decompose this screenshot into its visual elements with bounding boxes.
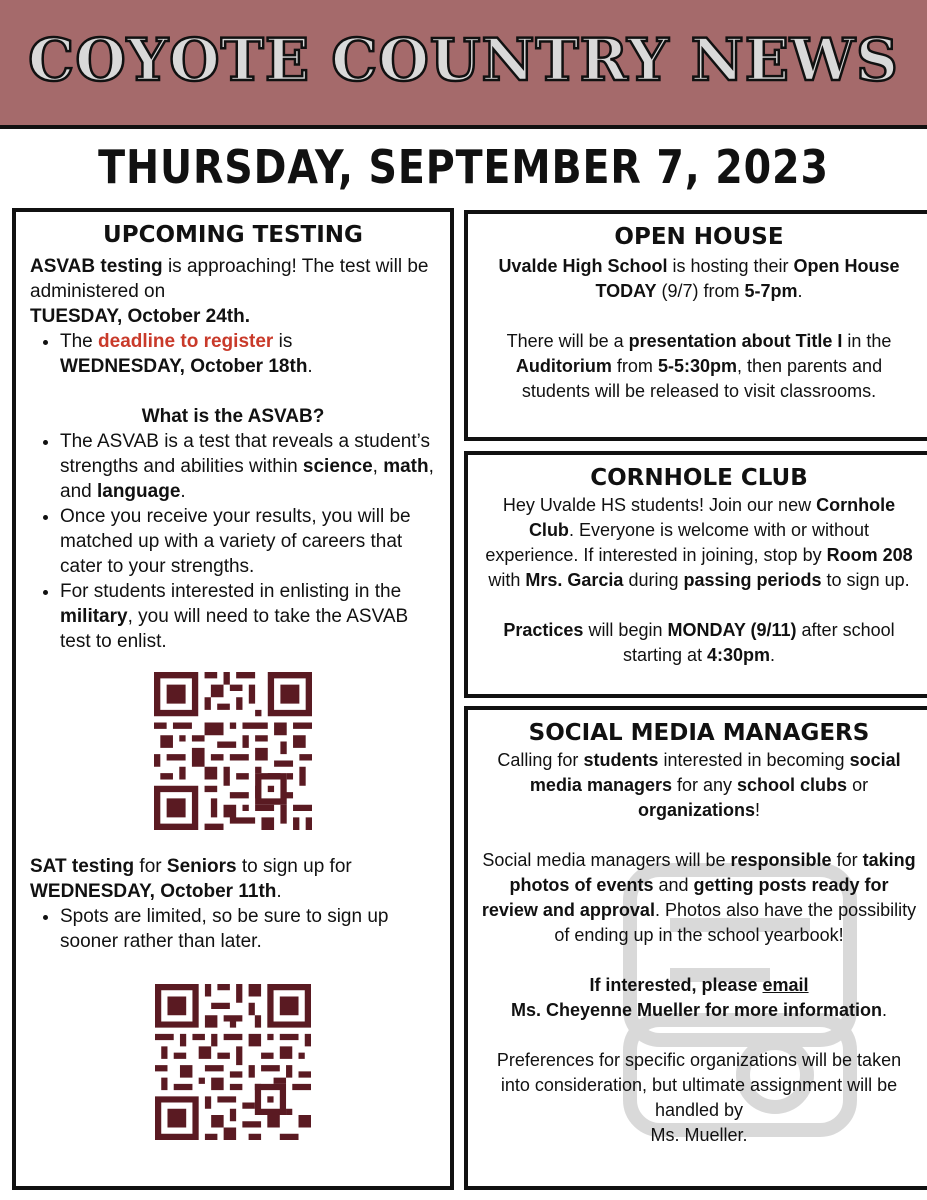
social-media-panel: [464, 706, 927, 1190]
open-house-time: 5-7pm: [744, 281, 798, 301]
b1-sep2: , and: [60, 456, 434, 502]
sm-interest: If interested, please: [589, 975, 763, 995]
sm-photos: taking photos of events: [509, 850, 916, 895]
ch-p1-pre: Hey Uvalde HS students! Join our new: [502, 495, 817, 515]
list-item: • Spots are limited, so be sure to sign up sooner rather than later.: [60, 904, 436, 954]
sm-p2-pre: Social media managers will be: [482, 850, 731, 870]
sat-text: to sign up for: [236, 856, 352, 877]
asvab-intro: [30, 254, 436, 329]
open-house-panel: [464, 210, 927, 441]
ch-room: Room 208: [826, 545, 913, 565]
sm-p4: Preferences for specific organizations will be taken into consideration, but ultimate assignment will be handled by: [496, 1050, 902, 1120]
upcoming-testing-panel: [12, 208, 454, 1190]
oh-end: , then parents and students will be released to visit classrooms.: [521, 356, 883, 401]
cornhole-p2: [480, 618, 918, 668]
sat-intro: [30, 854, 436, 904]
ch-after: after school starting at: [622, 620, 895, 665]
sm-responsible: responsible: [730, 850, 832, 870]
sm-clubs: school clubs: [737, 775, 848, 795]
ch-p1-mid: . Everyone is welcome with or without experience. If interested in joining, stop by: [485, 520, 870, 565]
open-house-hosting: is hosting their: [667, 256, 794, 276]
email-link[interactable]: email: [762, 975, 809, 995]
deadline-list: [30, 329, 436, 379]
sm-contact-end: .: [882, 1000, 888, 1020]
sm-orgs: organizations: [637, 800, 755, 820]
sat-qr-code[interactable]: [155, 984, 311, 1140]
open-house-date: (9/7) from: [656, 281, 745, 301]
school-name: Uvalde High School: [498, 256, 668, 276]
social-p4: [480, 1048, 918, 1148]
asvab-label: ASVAB testing: [30, 256, 163, 277]
deadline-post: is: [273, 331, 293, 352]
sm-managers: social media managers: [529, 750, 901, 795]
ch-period: .: [770, 645, 776, 665]
cornhole-p1: [480, 493, 918, 593]
oh-in: in the: [842, 331, 892, 351]
deadline-pre: The: [60, 331, 99, 352]
open-house-p2: [480, 329, 918, 404]
b1-math: math: [383, 456, 429, 477]
sm-p1-end: !: [755, 800, 761, 820]
sm-contact: Ms. Cheyenne Mueller for more information: [510, 1000, 883, 1020]
deadline-period: .: [307, 356, 313, 377]
asvab-info-list: [30, 429, 436, 654]
b1-end: .: [180, 481, 186, 502]
asvab-qr-code[interactable]: [154, 672, 312, 830]
b3-military: military: [60, 606, 128, 627]
oh-p2-pre: There will be a: [506, 331, 629, 351]
ch-day: MONDAY (9/11): [667, 620, 797, 640]
ch-periods: passing periods: [683, 570, 822, 590]
ch-practices: Practices: [503, 620, 584, 640]
sat-date: , October 11th: [149, 881, 277, 902]
sat-day: WEDNESDAY: [30, 881, 150, 902]
sm-for-any: for any: [672, 775, 738, 795]
open-house-p1: [480, 254, 918, 304]
oh-place: Auditorium: [515, 356, 612, 376]
what-is-asvab-heading: [30, 404, 436, 429]
oh-from: from: [611, 356, 658, 376]
sm-p2-end: . Photos also have the possibility of ending up in the school yearbook!: [554, 900, 917, 945]
asvab-text: is approaching! The test will be administered on: [30, 256, 429, 302]
ch-begin: will begin: [583, 620, 668, 640]
ch-during: during: [623, 570, 684, 590]
social-media-heading: SOCIAL MEDIA MANAGERS: [528, 720, 870, 746]
sm-p4-name: Ms. Mueller.: [650, 1125, 748, 1145]
deadline-item: [60, 329, 436, 379]
list-item: [60, 504, 436, 579]
sm-p1-pre: Calling for: [497, 750, 584, 770]
sm-p1-mid: interested in becoming: [658, 750, 850, 770]
cornhole-heading: CORNHOLE CLUB: [590, 465, 808, 491]
oh-presentation: presentation about Title I: [628, 331, 843, 351]
sat-period: .: [276, 881, 282, 902]
list-item: [60, 579, 436, 654]
list-item: [60, 429, 436, 504]
cornhole-club-panel: [464, 451, 927, 698]
test-date: , October 24th.: [116, 306, 250, 327]
ch-p1-end: to sign up.: [821, 570, 910, 590]
ch-with: with: [488, 570, 526, 590]
sat-list: [30, 904, 436, 954]
open-house-event: Open House TODAY: [595, 256, 900, 301]
open-house-period: .: [797, 281, 803, 301]
sm-or: or: [847, 775, 869, 795]
social-p2: [480, 848, 918, 948]
b1-language: language: [96, 481, 181, 502]
sm-for: for: [831, 850, 863, 870]
deadline-date: , October 18th: [179, 356, 308, 377]
sat-seniors: Seniors: [166, 856, 237, 877]
ch-time: 4:30pm: [707, 645, 771, 665]
sm-and: and: [653, 875, 694, 895]
b3-end: , you will need to take the ASVAB test to enlist.: [60, 606, 409, 652]
masthead-banner: [0, 0, 927, 129]
sat-label: SAT testing: [30, 856, 135, 877]
newsletter-title: COYOTE COUNTRY NEWS: [28, 26, 899, 94]
upcoming-testing-heading: UPCOMING TESTING: [103, 222, 363, 248]
deadline-day: WEDNESDAY: [60, 356, 180, 377]
b1-text: The ASVAB is a test that reveals a student’s strengths and abilities within: [60, 431, 430, 477]
b3-text: For students interested in enlisting in the: [60, 581, 402, 602]
issue-date: THURSDAY, SEPTEMBER 7, 2023: [98, 140, 829, 194]
ch-teacher: Mrs. Garcia: [525, 570, 624, 590]
test-day: TUESDAY: [30, 306, 117, 327]
sm-students: students: [583, 750, 659, 770]
social-p1: [480, 748, 918, 823]
b1-sep1: ,: [372, 456, 384, 477]
b2-text: Once you receive your results, you will be matched up with a variety of careers that cater to your strengths.: [60, 506, 411, 577]
what-is-asvab-text: What is the ASVAB?: [141, 406, 325, 427]
deadline-link[interactable]: deadline to register: [98, 331, 274, 352]
oh-time: 5-5:30pm: [657, 356, 737, 376]
sm-posts: getting posts ready for review and approval: [481, 875, 889, 920]
ch-club: Cornhole Club: [528, 495, 896, 540]
sat-for: for: [134, 856, 167, 877]
social-contact: [480, 973, 918, 1023]
b1-science: science: [302, 456, 373, 477]
open-house-heading: OPEN HOUSE: [614, 224, 784, 250]
